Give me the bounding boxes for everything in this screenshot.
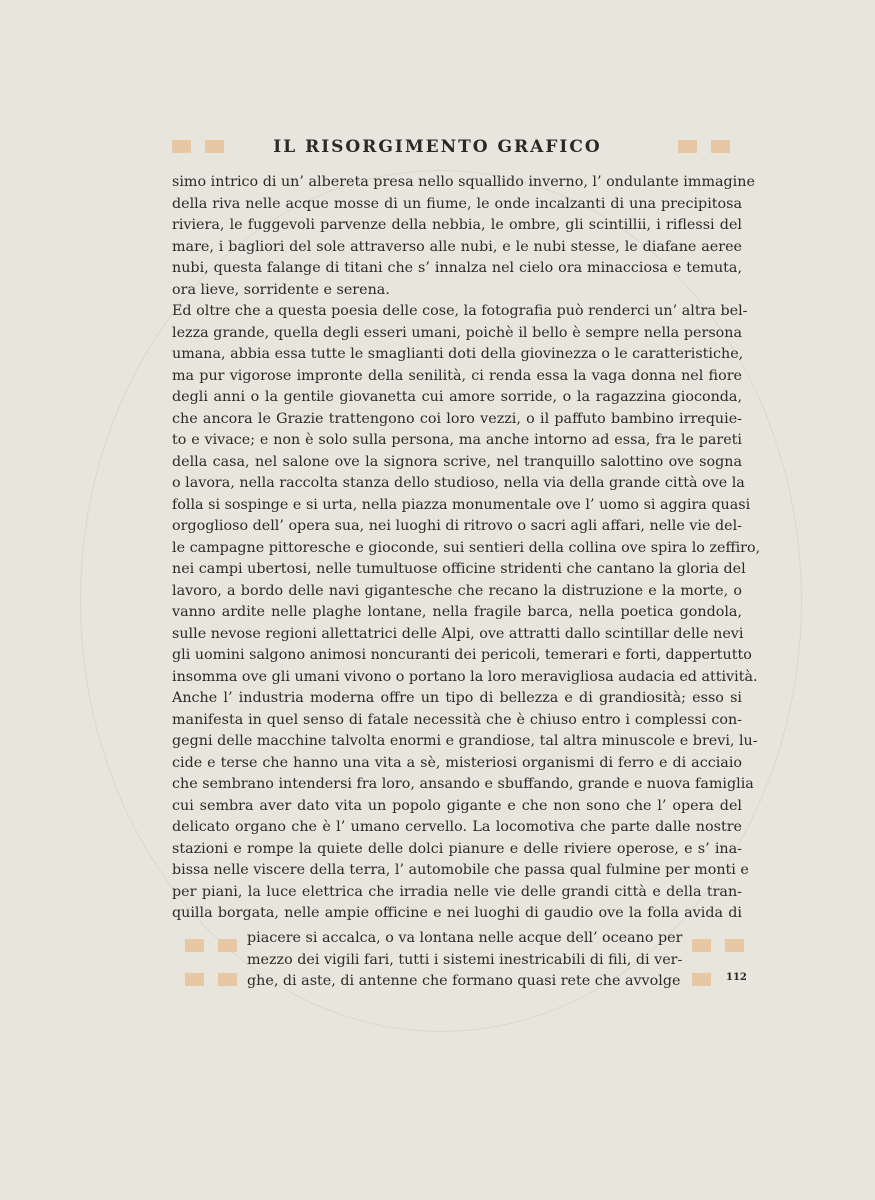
text-line: ghe, di aste, di antenne che formano quasi rete che avvolge xyxy=(247,973,681,989)
text-line: nubi, questa falange di titani che s’ innalza nel cielo ora minacciosa e temuta, xyxy=(172,260,742,276)
text-line: gegni delle macchine talvolta enormi e grandiose, tal altra minuscole e brevi, lu- xyxy=(172,733,758,749)
text-line: simo intrico di un’ albereta presa nello squallido inverno, l’ ondulante immagine xyxy=(172,174,755,190)
ornament-square xyxy=(692,939,711,952)
text-line: le campagne pittoresche e gioconde, sui sentieri della collina ove spira lo zeffiro, xyxy=(172,539,761,556)
text-line: lezza grande, quella degli esseri umani, poichè il bello è sempre nella persona xyxy=(172,324,742,341)
text-line: cide e terse che hanno una vita a sè, misteriosi organismi di ferro e di acciaio xyxy=(172,754,742,771)
text-line: to e vivace; e non è solo sulla persona, ma anche intorno ad essa, fra le pareti xyxy=(172,432,742,448)
ornament-square xyxy=(185,973,204,986)
text-line: o lavora, nella raccolta stanza dello studioso, nella via della grande città ove la xyxy=(172,475,745,491)
text-line: quilla borgata, nelle ampie officine e nei luoghi di gaudio ove la folla avida di xyxy=(172,905,742,921)
text-line: sulle nevose regioni allettatrici delle Alpi, ove attratti dallo scintillar delle nevi xyxy=(172,625,744,642)
text-line: stazioni e rompe la quiete delle dolci pianure e delle riviere operose, e s’ ina- xyxy=(172,840,742,857)
ornament-square xyxy=(218,939,237,952)
text-line: della riva nelle acque mosse di un fiume, le onde incalzanti di una precipitosa xyxy=(172,195,742,212)
ornament-square xyxy=(185,939,204,952)
text-line: per piani, la luce elettrica che irradia nelle vie delle grandi città e della tran- xyxy=(172,883,742,900)
text-line: gli uomini salgono animosi noncuranti dei pericoli, temerari e forti, dappertutto xyxy=(172,647,752,663)
text-line: insomma ove gli umani vivono o portano la loro meravigliosa audacia ed attività. xyxy=(172,668,758,685)
text-line: nei campi ubertosi, nelle tumultuose officine stridenti che cantano la gloria del xyxy=(172,561,746,577)
body-text-tail xyxy=(247,928,683,993)
ornament-square xyxy=(725,939,744,952)
text-line: folla si sospinge e si urta, nella piazza monumentale ove l’ uomo si aggira quasi xyxy=(172,496,751,513)
text-line: orgoglioso dell’ opera sua, nei luoghi di ritrovo o sacri agli affari, nelle vie del- xyxy=(172,518,742,534)
text-line: riviera, le fuggevoli parvenze della nebbia, le ombre, gli scintillii, i riflessi del xyxy=(172,217,742,233)
text-line: delicato organo che è l’ umano cervello. La locomotiva che parte dalle nostre xyxy=(172,819,742,835)
text-line: che sembrano intendersi fra loro, ansando e sbuffando, grande e nuova famiglia xyxy=(172,776,754,792)
page-number: 112 xyxy=(726,972,747,983)
text-line: della casa, nel salone ove la signora scrive, nel tranquillo salottino ove sogna xyxy=(172,453,742,470)
text-line: cui sembra aver dato vita un popolo gigante e che non sono che l’ opera del xyxy=(172,797,742,814)
text-line: lavoro, a bordo delle navi gigantesche che recano la distruzione e la morte, o xyxy=(172,582,742,599)
text-line: mare, i bagliori del sole attraverso alle nubi, e le nubi stesse, le diafane aeree xyxy=(172,238,742,255)
text-line: Ed oltre che a questa poesia delle cose, la fotografia può renderci un’ altra bel- xyxy=(172,303,748,319)
text-line: ma pur vigorose impronte della senilità, ci renda essa la vaga donna nel fiore xyxy=(172,367,742,384)
text-line: Anche l’ industria moderna offre un tipo di bellezza e di grandiosità; esso si xyxy=(172,690,742,706)
text-line: piacere si accalca, o va lontana nelle acque dell’ oceano per xyxy=(247,930,683,946)
text-line: bissa nelle viscere della terra, l’ automobile che passa qual fulmine per monti e xyxy=(172,862,749,878)
text-line: mezzo dei vigili fari, tutti i sistemi inestricabili di fili, di ver- xyxy=(247,951,683,968)
text-line: ora lieve, sorridente e serena. xyxy=(172,281,390,298)
body-text xyxy=(172,172,761,925)
text-line: che ancora le Grazie trattengono coi loro vezzi, o il paffuto bambino irrequie- xyxy=(172,410,742,427)
ornament-square xyxy=(218,973,237,986)
running-header: IL RISORGIMENTO GRAFICO xyxy=(273,137,602,157)
text-line: degli anni o la gentile giovanetta cui amore sorride, o la ragazzina gioconda, xyxy=(172,389,742,405)
text-line: manifesta in quel senso di fatale necessità che è chiuso entro i complessi con- xyxy=(172,711,742,728)
ornament-square xyxy=(692,973,711,986)
text-line: umana, abbia essa tutte le smaglianti doti della giovinezza o le caratteristiche, xyxy=(172,346,744,362)
text-line: vanno ardite nelle plaghe lontane, nella fragile barca, nella poetica gondola, xyxy=(172,604,742,620)
